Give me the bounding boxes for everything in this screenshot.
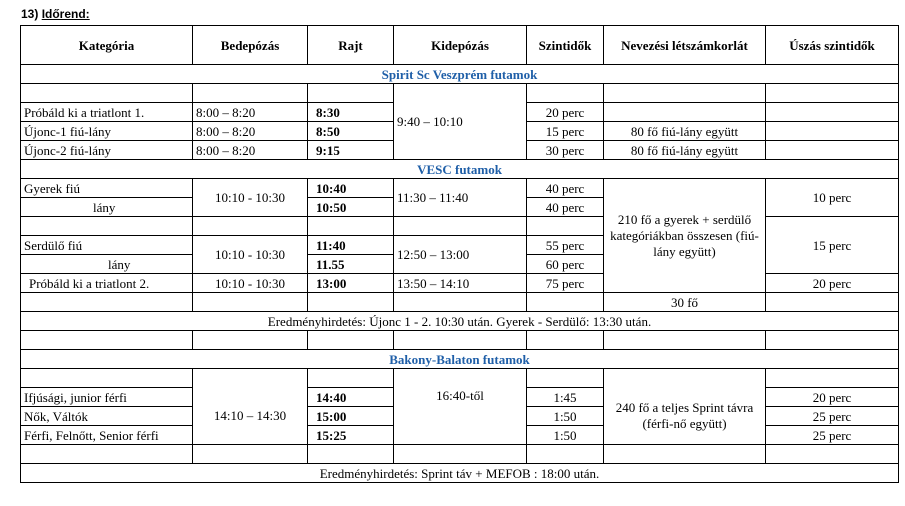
szintido-cell: 15 perc: [527, 122, 604, 141]
spacer-row: [21, 84, 899, 103]
category-cell: Férfi, Felnőtt, Senior férfi: [21, 426, 193, 445]
category-cell: Próbáld ki a triatlont 1.: [21, 103, 193, 122]
bedepozas-cell: 10:10 - 10:30: [193, 236, 308, 274]
uszas-cell: 20 perc: [766, 274, 899, 293]
rajt-cell: 15:00: [308, 407, 394, 426]
limit-cell: 80 fő fiú-lány együtt: [604, 141, 766, 160]
category-cell: Újonc-1 fiú-lány: [21, 122, 193, 141]
section-title-spirit: Spirit Sc Veszprém futamok: [21, 65, 899, 84]
results-announcement-2: Eredményhirdetés: Sprint táv + MEFOB : 18:00 után.: [21, 464, 899, 483]
table-row: [21, 388, 899, 407]
uszas-cell: 15 perc: [766, 217, 899, 274]
rajt-cell: 9:15: [308, 141, 394, 160]
col-header-letszamkorlat: Nevezési létszámkorlát: [604, 26, 766, 65]
results-row-vesc: [21, 312, 899, 331]
szintido-cell: 20 perc: [527, 103, 604, 122]
uszas-cell: 25 perc: [766, 407, 899, 426]
bedepozas-cell: 8:00 – 8:20: [193, 103, 308, 122]
section-title-bakony: Bakony-Balaton futamok: [21, 350, 899, 369]
spacer-row: [21, 293, 899, 312]
limit-cell: [604, 103, 766, 122]
bakony-kidepozas: 16:40-től: [394, 388, 527, 445]
spacer-row: [21, 331, 899, 350]
rajt-cell: 14:40: [308, 388, 394, 407]
szintido-cell: 1:50: [527, 407, 604, 426]
rajt-cell: 11:40: [308, 236, 394, 255]
szintido-cell: 1:45: [527, 388, 604, 407]
bedepozas-cell: 8:00 – 8:20: [193, 122, 308, 141]
bakony-limit-cell: 240 fő a teljes Sprint távra (férfi-nő együtt): [604, 388, 766, 445]
heading-number: 13): [21, 7, 39, 21]
kidepozas-cell: 12:50 – 13:00: [394, 236, 527, 274]
szintido-cell: 1:50: [527, 426, 604, 445]
szintido-cell: 40 perc: [527, 198, 604, 217]
rajt-cell: 13:00: [308, 274, 394, 293]
rajt-cell: 15:25: [308, 426, 394, 445]
col-header-bedepozas: Bedepózás: [193, 26, 308, 65]
section-row-vesc: [21, 160, 899, 179]
limit-cell: 30 fő: [604, 293, 766, 312]
szintido-cell: 30 perc: [527, 141, 604, 160]
category-cell: Serdülő fiú: [21, 236, 193, 255]
category-cell: lány: [21, 198, 193, 217]
results-announcement-1: Eredményhirdetés: Újonc 1 - 2. 10:30 után. Gyerek - Serdülő: 13:30 után.: [21, 312, 899, 331]
category-cell: Nők, Váltók: [21, 407, 193, 426]
category-cell: Próbáld ki a triatlont 2.: [21, 274, 193, 293]
rajt-cell: 8:30: [308, 103, 394, 122]
kidepozas-cell: 11:30 – 11:40: [394, 179, 527, 217]
rajt-cell: 10:50: [308, 198, 394, 217]
schedule-table: [20, 25, 899, 483]
bedepozas-cell: 10:10 - 10:30: [193, 179, 308, 217]
table-row: [21, 179, 899, 198]
rajt-cell: 11.55: [308, 255, 394, 274]
szintido-cell: 55 perc: [527, 236, 604, 255]
col-header-uszas: Úszás szintidők: [766, 26, 899, 65]
bakony-bedepozas: 14:10 – 14:30: [193, 388, 308, 445]
spacer-row: [21, 445, 899, 464]
spacer-row: [21, 369, 899, 388]
spacer-row: [21, 217, 899, 236]
category-cell: Ifjúsági, junior férfi: [21, 388, 193, 407]
bedepozas-cell: 8:00 – 8:20: [193, 141, 308, 160]
spirit-kidepozas: 9:40 – 10:10: [394, 84, 527, 160]
table-row: [21, 274, 899, 293]
uszas-cell: 10 perc: [766, 179, 899, 217]
uszas-cell: 20 perc: [766, 388, 899, 407]
szintido-cell: 60 perc: [527, 255, 604, 274]
kidepozas-cell: 13:50 – 14:10: [394, 274, 527, 293]
bedepozas-cell: 10:10 - 10:30: [193, 274, 308, 293]
section-title-vesc: VESC futamok: [21, 160, 899, 179]
section-row-spirit: [21, 65, 899, 84]
col-header-kategoria: Kategória: [21, 26, 193, 65]
uszas-cell: 25 perc: [766, 426, 899, 445]
rajt-cell: 8:50: [308, 122, 394, 141]
szintido-cell: 40 perc: [527, 179, 604, 198]
category-cell: Gyerek fiú: [21, 179, 193, 198]
col-header-kidepozas: Kidepózás: [394, 26, 527, 65]
header-row: [21, 26, 899, 65]
section-heading: [21, 7, 90, 21]
results-row-bakony: [21, 464, 899, 483]
category-cell: lány: [21, 255, 193, 274]
category-cell: Újonc-2 fiú-lány: [21, 141, 193, 160]
limit-cell: 80 fő fiú-lány együtt: [604, 122, 766, 141]
col-header-szintidok: Szintidők: [527, 26, 604, 65]
col-header-rajt: Rajt: [308, 26, 394, 65]
szintido-cell: 75 perc: [527, 274, 604, 293]
vesc-limit-cell: 210 fő a gyerek + serdülő kategóriákban összesen (fiú-lány együtt): [604, 179, 766, 293]
heading-title: Időrend:: [41, 7, 90, 21]
section-row-bakony: [21, 350, 899, 369]
rajt-cell: 10:40: [308, 179, 394, 198]
